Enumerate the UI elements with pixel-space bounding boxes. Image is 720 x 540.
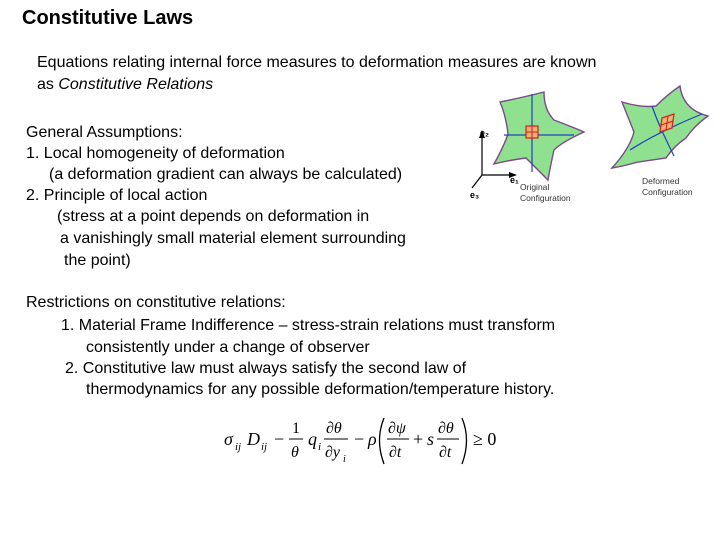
restriction-1-line-2: consistently under a change of observer bbox=[86, 339, 370, 356]
deformation-figure bbox=[462, 80, 712, 210]
axis-e3-label: e₃ bbox=[470, 190, 480, 200]
eq-frac4-num: ∂θ bbox=[438, 420, 454, 437]
eq-rho: ρ bbox=[368, 429, 377, 449]
eq-frac2-num: ∂θ bbox=[326, 420, 342, 437]
restrictions-heading: Restrictions on constitutive relations: bbox=[26, 294, 286, 311]
assumptions-heading: General Assumptions: bbox=[26, 124, 183, 141]
original-label-1: Original bbox=[520, 182, 550, 192]
restriction-1-line-1: 1. Material Frame Indifference – stress-strain relations must transform bbox=[61, 317, 556, 334]
axis-e2-label: e₂ bbox=[480, 128, 490, 138]
original-label-2: Configuration bbox=[520, 193, 571, 203]
intro-italic-term: Constitutive Relations bbox=[58, 76, 214, 93]
eq-sigma: σ bbox=[224, 429, 233, 449]
eq-frac4-den: ∂t bbox=[439, 444, 452, 461]
eq-minus-2: − bbox=[354, 429, 365, 449]
assumption-1-detail: (a deformation gradient can always be calculated) bbox=[49, 166, 403, 183]
slide-title: Constitutive Laws bbox=[22, 7, 194, 29]
deformed-shape bbox=[612, 86, 708, 168]
eq-right-paren bbox=[462, 418, 467, 464]
restriction-2-line-1: 2. Constitutive law must always satisfy the second law of bbox=[65, 360, 467, 377]
eq-frac1-den: θ bbox=[291, 444, 299, 461]
eq-s: s bbox=[427, 429, 435, 449]
assumption-2-detail-1: (stress at a point depends on deformation in bbox=[57, 208, 370, 225]
eq-plus: + bbox=[413, 429, 424, 449]
eq-q: q bbox=[308, 429, 317, 449]
assumption-1: 1. Local homogeneity of deformation bbox=[26, 145, 285, 162]
eq-left-paren bbox=[380, 418, 385, 464]
deformed-label-1: Deformed bbox=[642, 176, 680, 186]
eq-frac1-num: 1 bbox=[292, 420, 300, 437]
intro-prefix: as bbox=[37, 76, 59, 93]
assumption-2-detail-2: a vanishingly small material element surrounding bbox=[60, 230, 406, 247]
intro-line-1: Equations relating internal force measures to deformation measures are known bbox=[37, 54, 597, 71]
eq-frac3-den: ∂t bbox=[389, 444, 402, 461]
eq-ge-zero: ≥ 0 bbox=[473, 429, 497, 449]
clausius-duhem-inequality bbox=[222, 412, 512, 468]
eq-D: D bbox=[247, 429, 260, 449]
eq-frac2-den: ∂y bbox=[325, 444, 341, 461]
restriction-2-line-2: thermodynamics for any possible deformation/temperature history. bbox=[86, 381, 555, 398]
eq-minus-1: − bbox=[274, 429, 285, 449]
original-shape bbox=[494, 92, 584, 180]
intro-line-2 bbox=[37, 75, 213, 95]
axis-e1-label: e₁ bbox=[510, 175, 519, 185]
assumption-2: 2. Principle of local action bbox=[26, 187, 208, 204]
eq-sub-ij-1: ij bbox=[235, 441, 242, 453]
eq-sub-ij-2: ij bbox=[261, 441, 268, 453]
assumption-2-detail-3: the point) bbox=[64, 252, 131, 269]
deformed-label-2: Configuration bbox=[642, 187, 693, 197]
eq-sub-i-2: i bbox=[343, 454, 346, 465]
eq-sub-i-1: i bbox=[318, 441, 322, 453]
eq-frac3-num: ∂ψ bbox=[388, 420, 406, 437]
